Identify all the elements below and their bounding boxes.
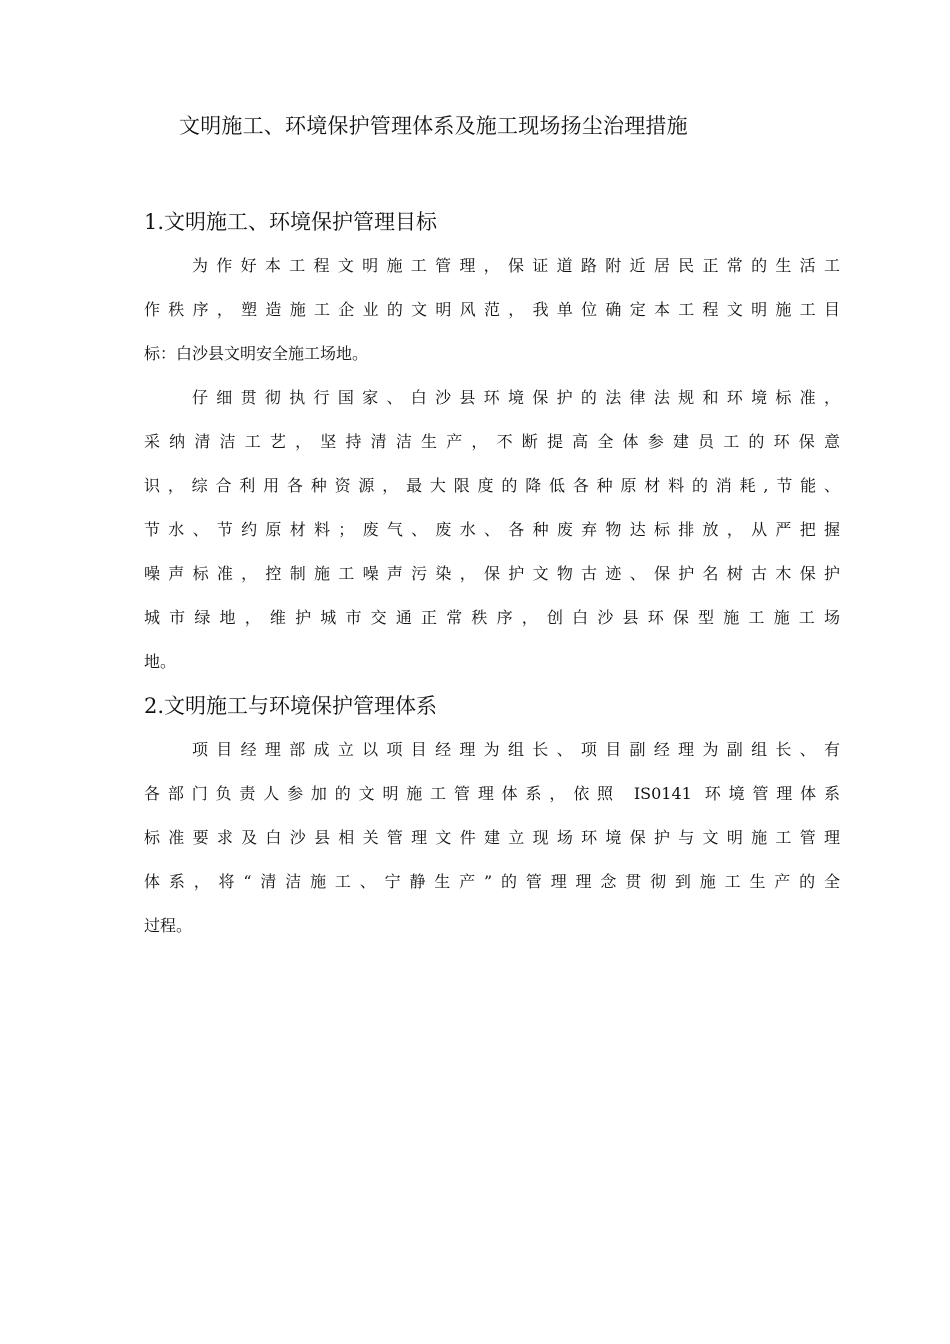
text-line: 地。 — [144, 652, 177, 671]
section-2-heading: 2.文明施工与环境保护管理体系 — [144, 694, 438, 718]
text-line: 项目经理部成立以项目经理为组长、项目副经理为副组长、有 — [192, 740, 840, 759]
text-line: 各部门负责人参加的文明施工管理体系，依照 IS0141 环境管理体系 — [144, 784, 840, 803]
text-line: 标：白沙县文明安全施工场地。 — [144, 344, 369, 363]
document-title: 文明施工、环境保护管理体系及施工现场扬尘治理措施 — [179, 114, 688, 138]
text-line: 为作好本工程文明施工管理，保证道路附近居民正常的生活工 — [192, 256, 840, 275]
section-2-paragraph-1 — [144, 728, 840, 948]
text-line: 识，综合利用各种资源，最大限度的降低各种原材料的消耗,节能、 — [144, 476, 840, 495]
text-line: 仔细贯彻执行国家、白沙县环境保护的法律法规和环境标准， — [192, 388, 840, 407]
section-1-paragraph-1 — [144, 244, 840, 376]
text-line: 城市绿地，维护城市交通正常秩序，创白沙县环保型施工施工场 — [144, 608, 840, 627]
text-line: 节水、节约原材料；废气、废水、各种废弃物达标排放，从严把握 — [144, 520, 840, 539]
section-1-paragraph-2 — [144, 376, 840, 684]
text-line: 噪声标准，控制施工噪声污染，保护文物古迹、保护名树古木保护 — [144, 564, 840, 583]
text-line: 标准要求及白沙县相关管理文件建立现场环境保护与文明施工管理 — [144, 828, 840, 847]
text-line: 体系，将“清洁施工、宁静生产”的管理理念贯彻到施工生产的全 — [144, 872, 840, 891]
document-body — [144, 200, 840, 948]
text-line: 过程。 — [144, 916, 193, 935]
text-line: 作秩序，塑造施工企业的文明风范，我单位确定本工程文明施工目 — [144, 300, 840, 319]
section-1-heading: 1.文明施工、环境保护管理目标 — [144, 210, 438, 234]
text-line: 采纳清洁工艺，坚持清洁生产，不断提高全体参建员工的环保意 — [144, 432, 840, 451]
